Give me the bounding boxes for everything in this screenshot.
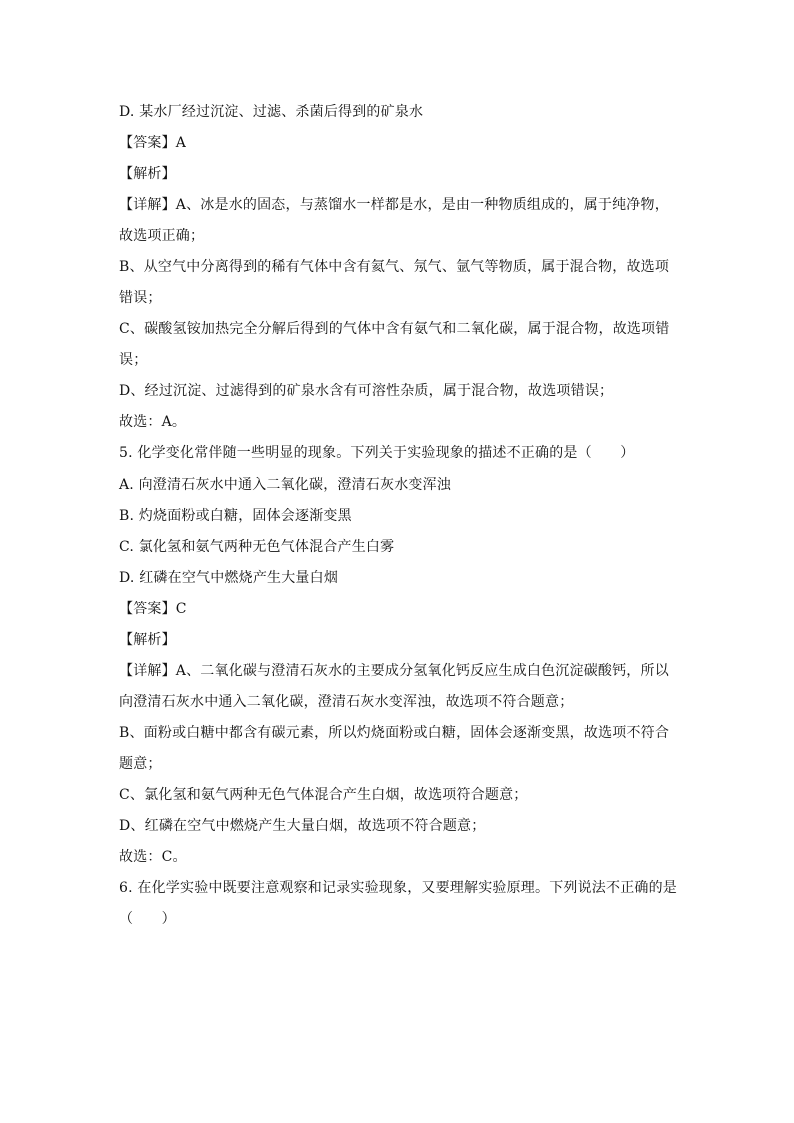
- conclusion-text: 故选：A。: [119, 414, 187, 430]
- detail-text: 错误；: [119, 290, 162, 306]
- detail-text: C、碳酸氢铵加热完全分解后得到的气体中含有氨气和二氧化碳，属于混合物，故选项错: [119, 321, 670, 337]
- detail-text: C、氯化氢和氨气两种无色气体混合产生白烟，故选项符合题意；: [119, 787, 528, 803]
- answer-label: 【答案】A: [119, 135, 187, 151]
- analysis-label: 【解析】: [119, 166, 176, 182]
- answer-label: 【答案】C: [119, 601, 187, 617]
- question-5: 5. 化学变化常伴随一些明显的现象。下列关于实验现象的描述不正确的是（ ）: [119, 445, 635, 461]
- detail-text: D、红磷在空气中燃烧产生大量白烟，故选项不符合题意；: [119, 818, 486, 834]
- option-d-text: D. 红磷在空气中燃烧产生大量白烟: [119, 570, 339, 586]
- question-6-blank: （ ）: [119, 911, 176, 927]
- question-6: 6. 在化学实验中既要注意观察和记录实验现象，又要理解实验原理。下列说法不正确的是: [119, 880, 678, 896]
- detail-text: 故选项正确；: [119, 228, 205, 244]
- detail-text: B、从空气中分离得到的稀有气体中含有氦气、氖气、氩气等物质，属于混合物，故选项: [119, 259, 670, 275]
- analysis-label: 【解析】: [119, 632, 176, 648]
- detail-text: 向澄清石灰水中通入二氧化碳，澄清石灰水变浑浊，故选项不符合题意；: [119, 694, 574, 710]
- option-a-text: A. 向澄清石灰水中通入二氧化碳，澄清石灰水变浑浊: [119, 477, 452, 493]
- detail-text: 误；: [119, 352, 148, 368]
- option-b-text: B. 灼烧面粉或白糖，固体会逐渐变黑: [119, 508, 352, 524]
- option-c-text: C. 氯化氢和氨气两种无色气体混合产生白雾: [119, 539, 395, 555]
- detail-text: 题意；: [119, 756, 162, 772]
- detail-text: B、面粉或白糖中都含有碳元素，所以灼烧面粉或白糖，固体会逐渐变黑，故选项不符合: [119, 725, 670, 741]
- detail-text: 【详解】A、二氧化碳与澄清石灰水的主要成分氢氧化钙反应生成白色沉淀碳酸钙，所以: [119, 663, 669, 679]
- conclusion-text: 故选：C。: [119, 849, 187, 865]
- detail-text: D、经过沉淀、过滤得到的矿泉水含有可溶性杂质，属于混合物，故选项错误；: [119, 383, 614, 399]
- detail-text: 【详解】A、冰是水的固态，与蒸馏水一样都是水，是由一种物质组成的，属于纯净物，: [119, 197, 669, 213]
- option-d-text: D. 某水厂经过沉淀、过滤、杀菌后得到的矿泉水: [119, 104, 424, 120]
